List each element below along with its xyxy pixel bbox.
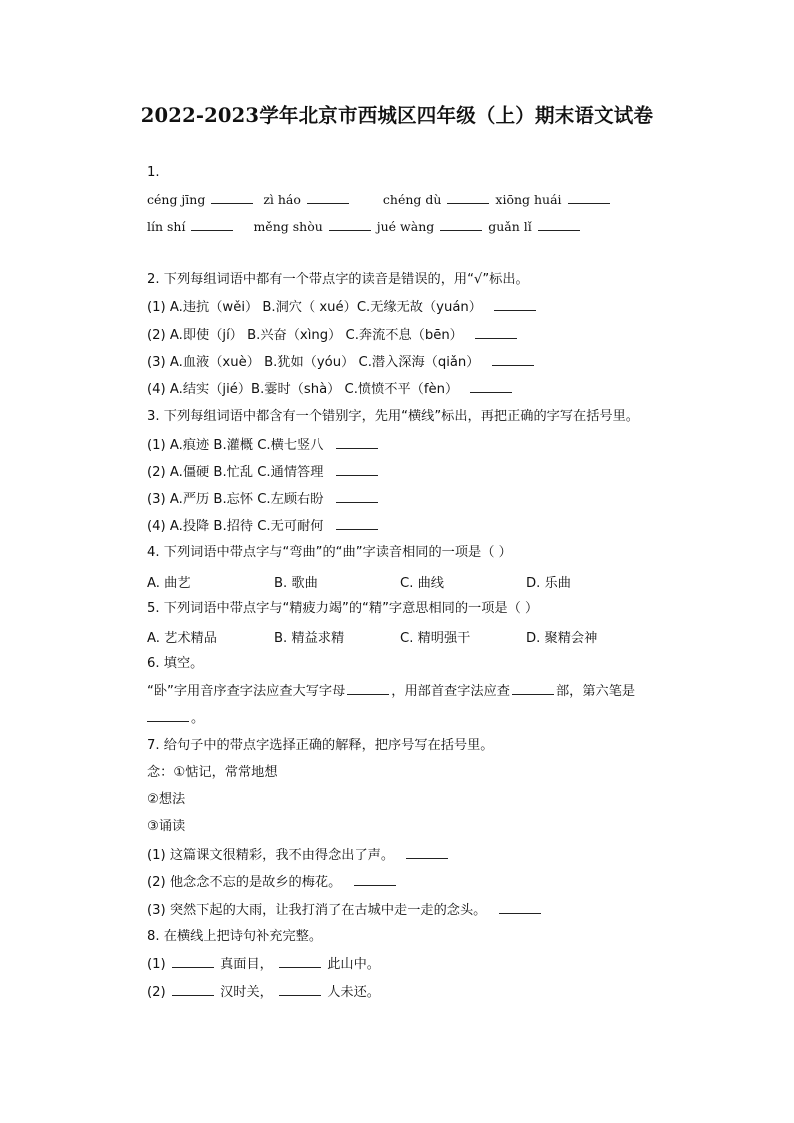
q6-body	[147, 682, 635, 701]
answer-blank[interactable]	[336, 490, 378, 503]
q4-option-c[interactable]: C. 曲线	[400, 576, 444, 591]
q8-item-2	[147, 983, 380, 1002]
answer-blank[interactable]	[512, 682, 554, 695]
answer-blank[interactable]	[475, 326, 517, 339]
page-title: 2022-2023学年北京市西城区四年级（上）期末语文试卷	[140, 104, 654, 127]
item-number: (2)	[147, 985, 166, 1000]
q4-stem: 4. 下列词语中带点字与“弯曲”的“曲”字读音相同的一项是（ ）	[147, 545, 512, 560]
answer-blank[interactable]	[329, 218, 371, 231]
answer-blank[interactable]	[279, 983, 321, 996]
q1-row1	[147, 191, 612, 209]
poem-text: 真面目，	[220, 957, 273, 972]
answer-blank[interactable]	[336, 463, 378, 476]
item-text: (3) 突然下起的大雨，让我打消了在古城中走一走的念头。	[147, 903, 487, 918]
item-text: (4) A.投降 B.招待 C.无可耐何	[147, 519, 324, 534]
q2-item-4	[147, 380, 514, 399]
q5-option-c[interactable]: C. 精明强干	[400, 631, 471, 646]
q5-stem: 5. 下列词语中带点字与“精疲力竭”的“精”字意思相同的一项是（ ）	[147, 601, 539, 616]
q7-definition-1: 念：①惦记，常常地想	[147, 765, 278, 780]
q4-option-b[interactable]: B. 歌曲	[274, 576, 318, 591]
pinyin-1: céng jīng	[147, 192, 206, 207]
q7-item-3	[147, 901, 543, 920]
q3-item-1	[147, 436, 380, 455]
answer-blank[interactable]	[494, 298, 536, 311]
q3-item-3	[147, 490, 380, 509]
q6-text-3: 部，第六笔是	[555, 684, 636, 699]
item-text: (2) A.僵硬 B.忙乱 C.通情答理	[147, 465, 324, 480]
q3-item-4	[147, 517, 380, 536]
answer-blank[interactable]	[336, 436, 378, 449]
q3-stem: 3. 下列每组词语中都含有一个错别字，先用“横线”标出，再把正确的字写在括号里。	[147, 409, 639, 424]
q7-item-2	[147, 873, 398, 892]
pinyin-4: xiōng huái	[495, 192, 562, 207]
answer-blank[interactable]	[147, 709, 189, 722]
q1-row2	[147, 218, 582, 236]
answer-blank[interactable]	[406, 846, 448, 859]
answer-blank[interactable]	[211, 191, 253, 204]
answer-blank[interactable]	[440, 218, 482, 231]
pinyin-3: chéng dù	[382, 192, 442, 207]
q8-item-1	[147, 955, 380, 974]
q6-text-1: “卧”字用音序查字法应查大写字母	[147, 684, 346, 699]
q5-option-d[interactable]: D. 聚精会神	[526, 631, 598, 646]
answer-blank[interactable]	[347, 682, 389, 695]
q4-option-a[interactable]: A. 曲艺	[147, 576, 191, 591]
item-text: (2) 他念念不忘的是故乡的梅花。	[147, 875, 342, 890]
q2-item-1	[147, 298, 538, 317]
q5-option-a[interactable]: A. 艺术精品	[147, 631, 217, 646]
answer-blank[interactable]	[447, 191, 489, 204]
q2-stem: 2. 下列每组词语中都有一个带点字的读音是错误的，用“√”标出。	[147, 272, 529, 287]
q7-item-1	[147, 846, 450, 865]
answer-blank[interactable]	[336, 517, 378, 530]
answer-blank[interactable]	[307, 191, 349, 204]
pinyin-7: jué wàng	[376, 219, 435, 234]
answer-blank[interactable]	[492, 353, 534, 366]
answer-blank[interactable]	[538, 218, 580, 231]
q7-definition-3: ③诵读	[147, 819, 186, 834]
answer-blank[interactable]	[470, 380, 512, 393]
poem-text: 汉时关，	[220, 985, 273, 1000]
item-number: (1)	[147, 957, 166, 972]
item-text: (3) A.严历 B.忘怀 C.左顾右盼	[147, 492, 324, 507]
q2-item-3	[147, 353, 536, 372]
answer-blank[interactable]	[354, 873, 396, 886]
pinyin-5: lín shí	[147, 219, 186, 234]
q3-item-2	[147, 463, 380, 482]
answer-blank[interactable]	[172, 983, 214, 996]
pinyin-8: guǎn lǐ	[488, 219, 532, 234]
q5-option-b[interactable]: B. 精益求精	[274, 631, 345, 646]
pinyin-2: zì háo	[263, 192, 301, 207]
q6-stem: 6. 填空。	[147, 656, 204, 671]
pinyin-6: měng shòu	[253, 219, 323, 234]
item-text: (2) A.即使（jí） B.兴奋（xìng） C.奔流不息（bēn）	[147, 328, 463, 343]
item-text: (1) 这篇课文很精彩，我不由得念出了声。	[147, 848, 395, 863]
answer-blank[interactable]	[499, 901, 541, 914]
answer-blank[interactable]	[279, 955, 321, 968]
answer-blank[interactable]	[191, 218, 233, 231]
q7-definition-2: ②想法	[147, 792, 186, 807]
q6-text-2: ，用部首查字法应查	[391, 684, 510, 699]
q2-item-2	[147, 326, 519, 345]
poem-text: 人未还。	[327, 985, 380, 1000]
q4-option-d[interactable]: D. 乐曲	[526, 576, 571, 591]
item-text: (4) A.结实（jié）B.霎时（shà） C.愤愤不平（fèn）	[147, 382, 459, 397]
q1-number: 1.	[147, 165, 160, 180]
answer-blank[interactable]	[172, 955, 214, 968]
q7-stem: 7. 给句子中的带点字选择正确的解释，把序号写在括号里。	[147, 738, 494, 753]
item-text: (1) A.违抗（wěi） B.洞穴（ xué）C.无缘无故（yuán）	[147, 300, 482, 315]
item-text: (1) A.痕迹 B.灌概 C.横七竖八	[147, 438, 324, 453]
poem-text: 此山中。	[327, 957, 380, 972]
answer-blank[interactable]	[568, 191, 610, 204]
item-text: (3) A.血液（xuè） B.犹如（yóu） C.潜入深海（qiǎn）	[147, 355, 480, 370]
q6-text-end: 。	[191, 711, 205, 726]
q8-stem: 8. 在横线上把诗句补充完整。	[147, 929, 323, 944]
q6-body-cont	[147, 709, 204, 728]
